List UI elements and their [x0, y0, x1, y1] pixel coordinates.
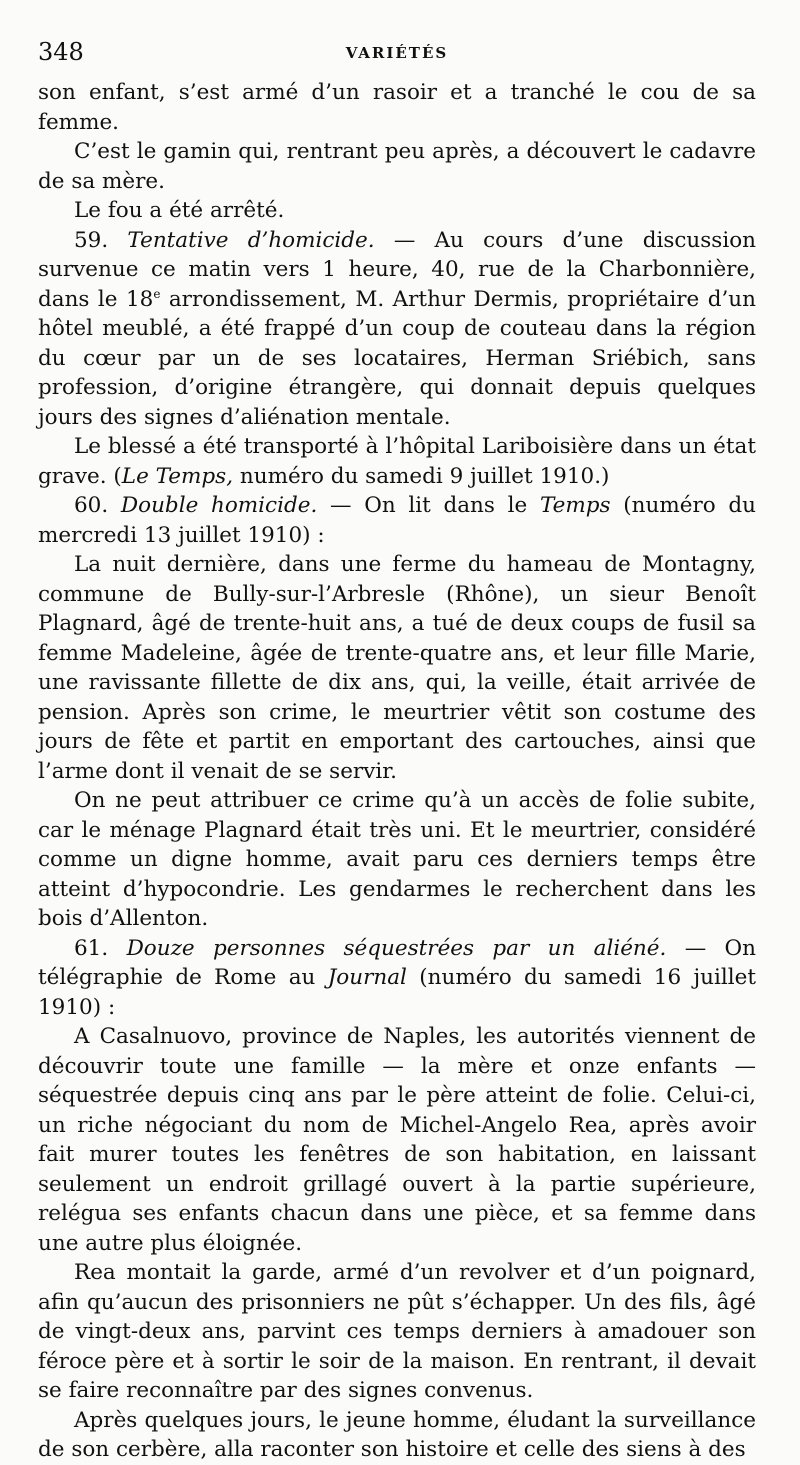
entry-text: (numéro du mercredi 13 juillet 1910) : — [38, 493, 756, 548]
body-text — [38, 78, 756, 1465]
entry-text: — On télégraphie de Rome au — [38, 935, 757, 990]
entry-text: Le blessé a été transporté à l’hôpital Lariboisière dans un état grave. ( — [38, 434, 756, 489]
entry-number: 61. — [74, 935, 109, 961]
entry-text: (numéro du samedi 16 juillet 1910) : — [38, 965, 756, 1020]
entry-61 — [38, 934, 756, 1023]
entry-number: 60. — [74, 493, 109, 518]
running-head — [38, 38, 756, 78]
entry-60 — [38, 491, 756, 550]
paragraph-7: La nuit dernière, dans une ferme du hameau de Montagny, commune de Bully-sur-l’Arbresle (Rhône), un sieur Benoît Plagnard, âgé de trente-huit ans, a tué de deux coups de fusil sa femme Madeleine, âgée de trente-quatre ans, et leur fille Marie, une ravissante fillette de dix ans, qui, la veille, était arrivée de pension. Après son crime, le meurtrier vêtit son costume des jours de fête et partit en emportant des cartouches, ainsi que l’arme dont il venait de se servir. — [38, 552, 756, 784]
page-number: 348 — [38, 38, 84, 66]
superscript: e — [153, 286, 161, 301]
entry-title: Tentative d’homicide. — [127, 227, 375, 253]
source-title: Journal — [327, 965, 407, 990]
paragraph-10: A Casalnuovo, province de Naples, les autorités viennent de découvrir toute une famille — la mère et onze enfants — séquestrée depuis cinq ans par le père atteint de folie. Celui-ci, un riche négociant du nom de Michel-Angelo Rea, après avoir fait murer toutes les fenêtres de son habitation, en laissant seulement un endroit grillagé ouvert à la partie supérieure, relégua ses enfants chacun dans une pièce, et sa femme dans une autre plus éloignée. — [38, 1024, 756, 1256]
paragraph-1: son enfant, s’est armé d’un rasoir et a tranché le cou de sa femme. — [38, 80, 756, 135]
entry-text: arrondissement, M. Arthur Dermis, propriétaire d’un hôtel meublé, a été frappé d’un coup de couteau dans la région du cœur par un de ses locataires, Herman Sriébich, sans profession, d’origine étrangère, qui donnait depuis quelques jours des signes d’aliénation mentale. — [38, 286, 756, 430]
entry-text: — Au cours d’une discussion survenue ce matin vers 1 heure, 40, rue de la Charbonnière, dans le 18 — [38, 227, 756, 312]
source-title: Le Temps, — [121, 463, 234, 489]
entry-text: — On lit dans le — [317, 493, 540, 518]
paragraph-3: Le fou a été arrêté. — [74, 198, 285, 223]
entry-text: numéro du samedi 9 juillet 1910.) — [233, 463, 610, 489]
entry-number: 59. — [74, 227, 109, 253]
paragraph-5 — [38, 432, 756, 491]
entry-59 — [38, 226, 756, 433]
entry-title: Double homicide. — [120, 493, 318, 518]
section-title: VARIÉTÉS — [345, 44, 449, 62]
entry-title: Douze personnes séquestrées par un aliéné. — [126, 935, 667, 961]
paragraph-2: C’est le gamin qui, rentrant peu après, a découvert le cadavre de sa mère. — [38, 139, 756, 194]
paragraph-12: Après quelques jours, le jeune homme, éludant la surveillance de son cerbère, alla raconter son histoire et celle des siens à des — [38, 1407, 756, 1462]
paragraph-11: Rea montait la garde, armé d’un revolver et d’un poignard, afin qu’aucun des prisonniers ne pût s’échapper. Un des fils, âgé de vingt-deux ans, parvint ces temps derniers à amadouer son féroce père et à sortir le soir de la maison. En rentrant, il devait se faire reconnaître par des signes convenus. — [38, 1260, 756, 1403]
paragraph-8: On ne peut attribuer ce crime qu’à un accès de folie subite, car le ménage Plagnard était très uni. Et le meurtrier, considéré comme un digne homme, avait paru ces derniers temps être atteint d’hypocondrie. Les gendarmes le recherchent dans les bois d’Allenton. — [38, 788, 756, 931]
source-title: Temps — [539, 493, 611, 518]
